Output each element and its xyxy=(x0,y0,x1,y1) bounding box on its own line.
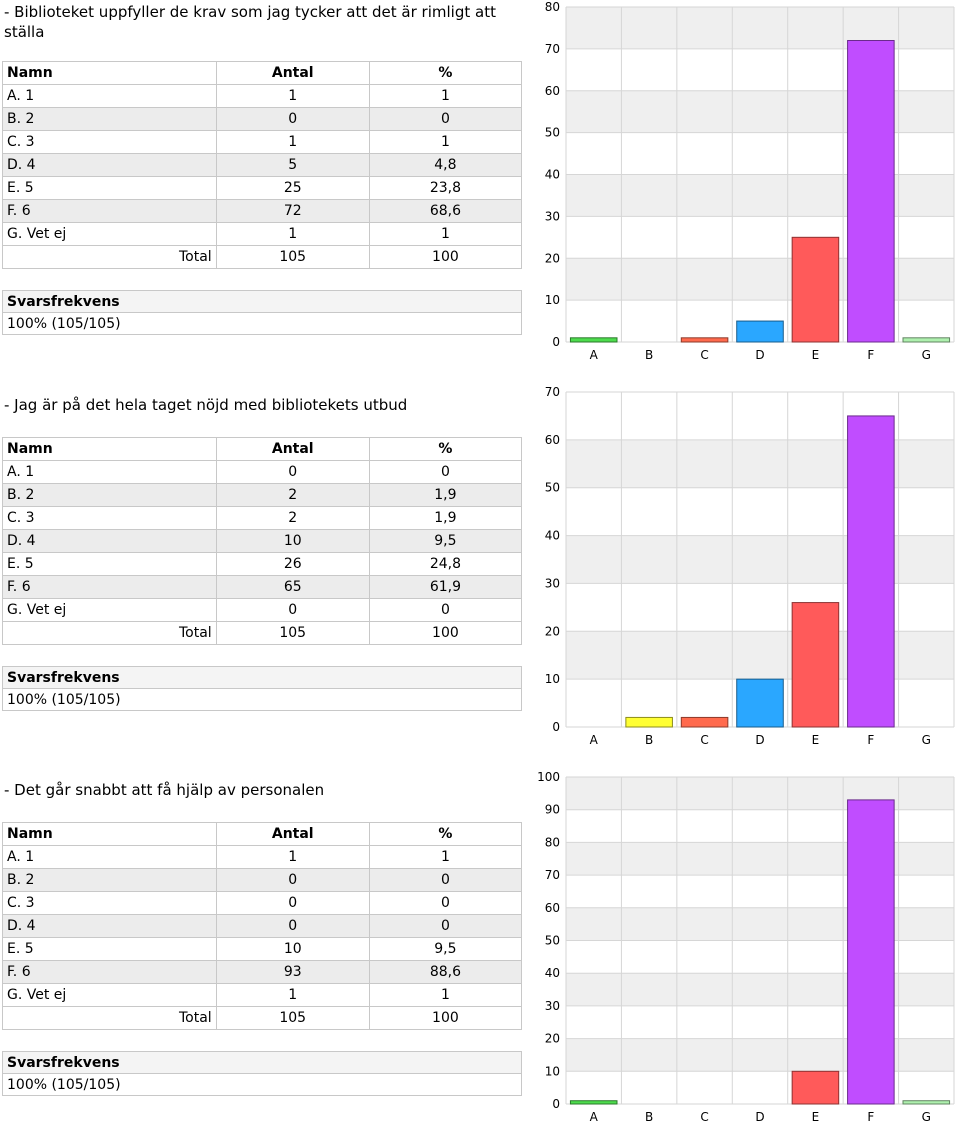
row-name: E. 5 xyxy=(3,938,217,961)
x-tick-label: B xyxy=(645,348,654,362)
y-tick-label: 10 xyxy=(544,1064,560,1079)
x-tick-label: F xyxy=(867,1110,875,1124)
row-count: 26 xyxy=(216,553,369,576)
row-count: 0 xyxy=(216,461,369,484)
y-tick-label: 70 xyxy=(544,385,560,399)
table-row xyxy=(3,530,522,553)
table-row xyxy=(3,131,522,154)
y-tick-label: 0 xyxy=(552,335,560,349)
row-pct: 9,5 xyxy=(369,938,521,961)
header-name: Namn xyxy=(3,823,217,846)
table-row xyxy=(3,846,522,869)
row-pct: 1,9 xyxy=(369,484,521,507)
table-row xyxy=(3,869,522,892)
table-row xyxy=(3,915,522,938)
total-pct: 100 xyxy=(369,1007,521,1030)
grid-band xyxy=(566,973,954,1006)
row-pct: 1 xyxy=(369,984,521,1007)
row-count: 25 xyxy=(216,177,369,200)
grid-band xyxy=(566,258,954,300)
grid-band xyxy=(566,875,954,908)
bar-D xyxy=(737,679,784,727)
total-pct: 100 xyxy=(369,246,521,269)
total-row xyxy=(3,246,522,269)
bar-E xyxy=(792,1071,839,1104)
bar-chart xyxy=(530,0,958,370)
y-tick-label: 0 xyxy=(552,720,560,734)
total-row xyxy=(3,622,522,645)
row-count: 0 xyxy=(216,869,369,892)
y-tick-label: 80 xyxy=(544,835,560,850)
y-tick-label: 60 xyxy=(544,83,560,98)
x-tick-label: A xyxy=(589,733,598,747)
grid-band xyxy=(566,133,954,175)
header-count: Antal xyxy=(216,438,369,461)
x-tick-label: F xyxy=(867,348,875,362)
header-count: Antal xyxy=(216,62,369,85)
row-count: 1 xyxy=(216,846,369,869)
bar-A xyxy=(570,1101,617,1104)
row-name: F. 6 xyxy=(3,576,217,599)
y-tick-label: 50 xyxy=(544,480,560,495)
y-tick-label: 40 xyxy=(544,528,560,543)
row-count: 65 xyxy=(216,576,369,599)
total-count: 105 xyxy=(216,1007,369,1030)
row-name: F. 6 xyxy=(3,961,217,984)
x-tick-label: A xyxy=(589,1110,598,1124)
question-title: - Det går snabbt att få hjälp av personalen xyxy=(4,781,325,799)
y-tick-label: 30 xyxy=(544,998,560,1013)
y-tick-label: 30 xyxy=(544,209,560,224)
bar-C xyxy=(681,338,728,342)
header-pct: % xyxy=(369,438,521,461)
row-name: C. 3 xyxy=(3,131,217,154)
table-row xyxy=(3,108,522,131)
row-pct: 0 xyxy=(369,869,521,892)
table-row xyxy=(3,223,522,246)
bar-G xyxy=(903,1101,950,1104)
x-tick-label: F xyxy=(867,733,875,747)
row-name: F. 6 xyxy=(3,200,217,223)
x-tick-label: C xyxy=(700,733,709,747)
row-count: 72 xyxy=(216,200,369,223)
total-label: Total xyxy=(3,622,217,645)
y-tick-label: 50 xyxy=(544,125,560,140)
response-rate-value: 100% (105/105) xyxy=(3,1074,522,1096)
row-name: G. Vet ej xyxy=(3,599,217,622)
bar-A xyxy=(570,338,617,342)
response-rate-label: Svarsfrekvens xyxy=(3,667,522,689)
grid-band xyxy=(566,392,954,440)
grid-band xyxy=(566,1039,954,1072)
bar-E xyxy=(792,237,839,342)
row-pct: 0 xyxy=(369,461,521,484)
grid-band xyxy=(566,583,954,631)
grid-band xyxy=(566,908,954,941)
row-name: D. 4 xyxy=(3,530,217,553)
row-name: B. 2 xyxy=(3,484,217,507)
bar-B xyxy=(626,717,673,727)
row-pct: 9,5 xyxy=(369,530,521,553)
row-name: B. 2 xyxy=(3,108,217,131)
total-count: 105 xyxy=(216,622,369,645)
row-pct: 1 xyxy=(369,223,521,246)
y-tick-label: 10 xyxy=(544,672,560,687)
row-count: 0 xyxy=(216,599,369,622)
table-row xyxy=(3,599,522,622)
row-count: 1 xyxy=(216,223,369,246)
response-rate-label: Svarsfrekvens xyxy=(3,291,522,313)
y-tick-label: 70 xyxy=(544,41,560,56)
y-tick-label: 90 xyxy=(544,802,560,817)
header-name: Namn xyxy=(3,438,217,461)
header-pct: % xyxy=(369,823,521,846)
row-count: 93 xyxy=(216,961,369,984)
row-name: A. 1 xyxy=(3,85,217,108)
grid-band xyxy=(566,536,954,584)
table-row xyxy=(3,961,522,984)
table-row xyxy=(3,154,522,177)
grid-band xyxy=(566,941,954,974)
row-count: 10 xyxy=(216,938,369,961)
question-section-2 xyxy=(0,385,960,765)
total-pct: 100 xyxy=(369,622,521,645)
row-count: 0 xyxy=(216,892,369,915)
y-tick-label: 60 xyxy=(544,900,560,915)
y-tick-label: 60 xyxy=(544,432,560,447)
results-table xyxy=(2,822,522,1030)
table-row xyxy=(3,892,522,915)
grid-band xyxy=(566,488,954,536)
response-rate-label: Svarsfrekvens xyxy=(3,1052,522,1074)
row-pct: 61,9 xyxy=(369,576,521,599)
row-name: E. 5 xyxy=(3,177,217,200)
table-row xyxy=(3,507,522,530)
table-row xyxy=(3,200,522,223)
y-tick-label: 20 xyxy=(544,624,560,639)
question-section-1 xyxy=(0,0,960,372)
x-tick-label: C xyxy=(700,348,709,362)
table-row xyxy=(3,984,522,1007)
question-section-3 xyxy=(0,770,960,1129)
row-pct: 68,6 xyxy=(369,200,521,223)
row-count: 2 xyxy=(216,484,369,507)
response-rate-table xyxy=(2,1051,522,1096)
row-name: G. Vet ej xyxy=(3,223,217,246)
bar-D xyxy=(737,321,784,342)
row-name: D. 4 xyxy=(3,154,217,177)
x-tick-label: D xyxy=(755,733,765,747)
bar-E xyxy=(792,603,839,727)
row-pct: 0 xyxy=(369,599,521,622)
row-count: 1 xyxy=(216,984,369,1007)
total-label: Total xyxy=(3,246,217,269)
header-pct: % xyxy=(369,62,521,85)
bar-chart xyxy=(530,385,958,757)
y-tick-label: 0 xyxy=(552,1097,560,1111)
table-row xyxy=(3,461,522,484)
y-tick-label: 10 xyxy=(544,293,560,308)
bar-F xyxy=(848,416,895,727)
results-table xyxy=(2,437,522,645)
x-tick-label: E xyxy=(811,1110,820,1124)
row-pct: 1 xyxy=(369,131,521,154)
grid-band xyxy=(566,91,954,133)
row-pct: 88,6 xyxy=(369,961,521,984)
row-name: B. 2 xyxy=(3,869,217,892)
response-rate-table xyxy=(2,290,522,335)
header-count: Antal xyxy=(216,823,369,846)
row-name: C. 3 xyxy=(3,507,217,530)
table-row xyxy=(3,553,522,576)
question-title: - Jag är på det hela taget nöjd med bibliotekets utbud xyxy=(4,396,408,414)
x-tick-label: D xyxy=(755,348,765,362)
grid-band xyxy=(566,810,954,843)
bar-G xyxy=(903,338,950,342)
row-name: E. 5 xyxy=(3,553,217,576)
grid-band xyxy=(566,631,954,679)
y-tick-label: 50 xyxy=(544,933,560,948)
grid-band xyxy=(566,777,954,810)
bar-chart xyxy=(530,770,958,1129)
row-count: 2 xyxy=(216,507,369,530)
x-tick-label: B xyxy=(645,733,654,747)
y-tick-label: 40 xyxy=(544,167,560,182)
results-table xyxy=(2,61,522,269)
grid-band xyxy=(566,440,954,488)
row-name: G. Vet ej xyxy=(3,984,217,1007)
x-tick-label: A xyxy=(589,348,598,362)
table-row xyxy=(3,177,522,200)
grid-band xyxy=(566,7,954,49)
table-row xyxy=(3,484,522,507)
grid-band xyxy=(566,216,954,258)
grid-band xyxy=(566,842,954,875)
row-count: 1 xyxy=(216,131,369,154)
bar-F xyxy=(848,41,895,343)
x-tick-label: G xyxy=(921,733,931,747)
table-row xyxy=(3,576,522,599)
row-pct: 1 xyxy=(369,846,521,869)
row-pct: 0 xyxy=(369,892,521,915)
row-name: C. 3 xyxy=(3,892,217,915)
grid-band xyxy=(566,1071,954,1104)
bar-F xyxy=(848,800,895,1104)
y-tick-label: 30 xyxy=(544,576,560,591)
x-tick-label: D xyxy=(755,1110,765,1124)
row-pct: 23,8 xyxy=(369,177,521,200)
total-label: Total xyxy=(3,1007,217,1030)
x-tick-label: E xyxy=(811,348,820,362)
table-row xyxy=(3,938,522,961)
row-count: 1 xyxy=(216,85,369,108)
grid-band xyxy=(566,175,954,217)
row-count: 5 xyxy=(216,154,369,177)
y-tick-label: 100 xyxy=(537,770,560,784)
x-tick-label: E xyxy=(811,733,820,747)
y-tick-label: 20 xyxy=(544,251,560,266)
x-tick-label: G xyxy=(921,348,931,362)
y-tick-label: 80 xyxy=(544,0,560,14)
row-name: D. 4 xyxy=(3,915,217,938)
x-tick-label: C xyxy=(700,1110,709,1124)
row-pct: 24,8 xyxy=(369,553,521,576)
row-pct: 1,9 xyxy=(369,507,521,530)
bar-C xyxy=(681,717,728,727)
question-title: - Biblioteket uppfyller de krav som jag tycker att det är rimligt att ställa xyxy=(4,3,496,41)
row-pct: 1 xyxy=(369,85,521,108)
response-rate-value: 100% (105/105) xyxy=(3,689,522,711)
header-name: Namn xyxy=(3,62,217,85)
x-tick-label: B xyxy=(645,1110,654,1124)
row-count: 0 xyxy=(216,915,369,938)
response-rate-value: 100% (105/105) xyxy=(3,313,522,335)
y-tick-label: 70 xyxy=(544,868,560,883)
row-count: 0 xyxy=(216,108,369,131)
y-tick-label: 40 xyxy=(544,966,560,981)
total-row xyxy=(3,1007,522,1030)
grid-band xyxy=(566,1006,954,1039)
total-count: 105 xyxy=(216,246,369,269)
grid-band xyxy=(566,49,954,91)
row-name: A. 1 xyxy=(3,461,217,484)
x-tick-label: G xyxy=(921,1110,931,1124)
row-pct: 0 xyxy=(369,108,521,131)
row-count: 10 xyxy=(216,530,369,553)
response-rate-table xyxy=(2,666,522,711)
row-pct: 4,8 xyxy=(369,154,521,177)
y-tick-label: 20 xyxy=(544,1031,560,1046)
row-name: A. 1 xyxy=(3,846,217,869)
table-row xyxy=(3,85,522,108)
row-pct: 0 xyxy=(369,915,521,938)
